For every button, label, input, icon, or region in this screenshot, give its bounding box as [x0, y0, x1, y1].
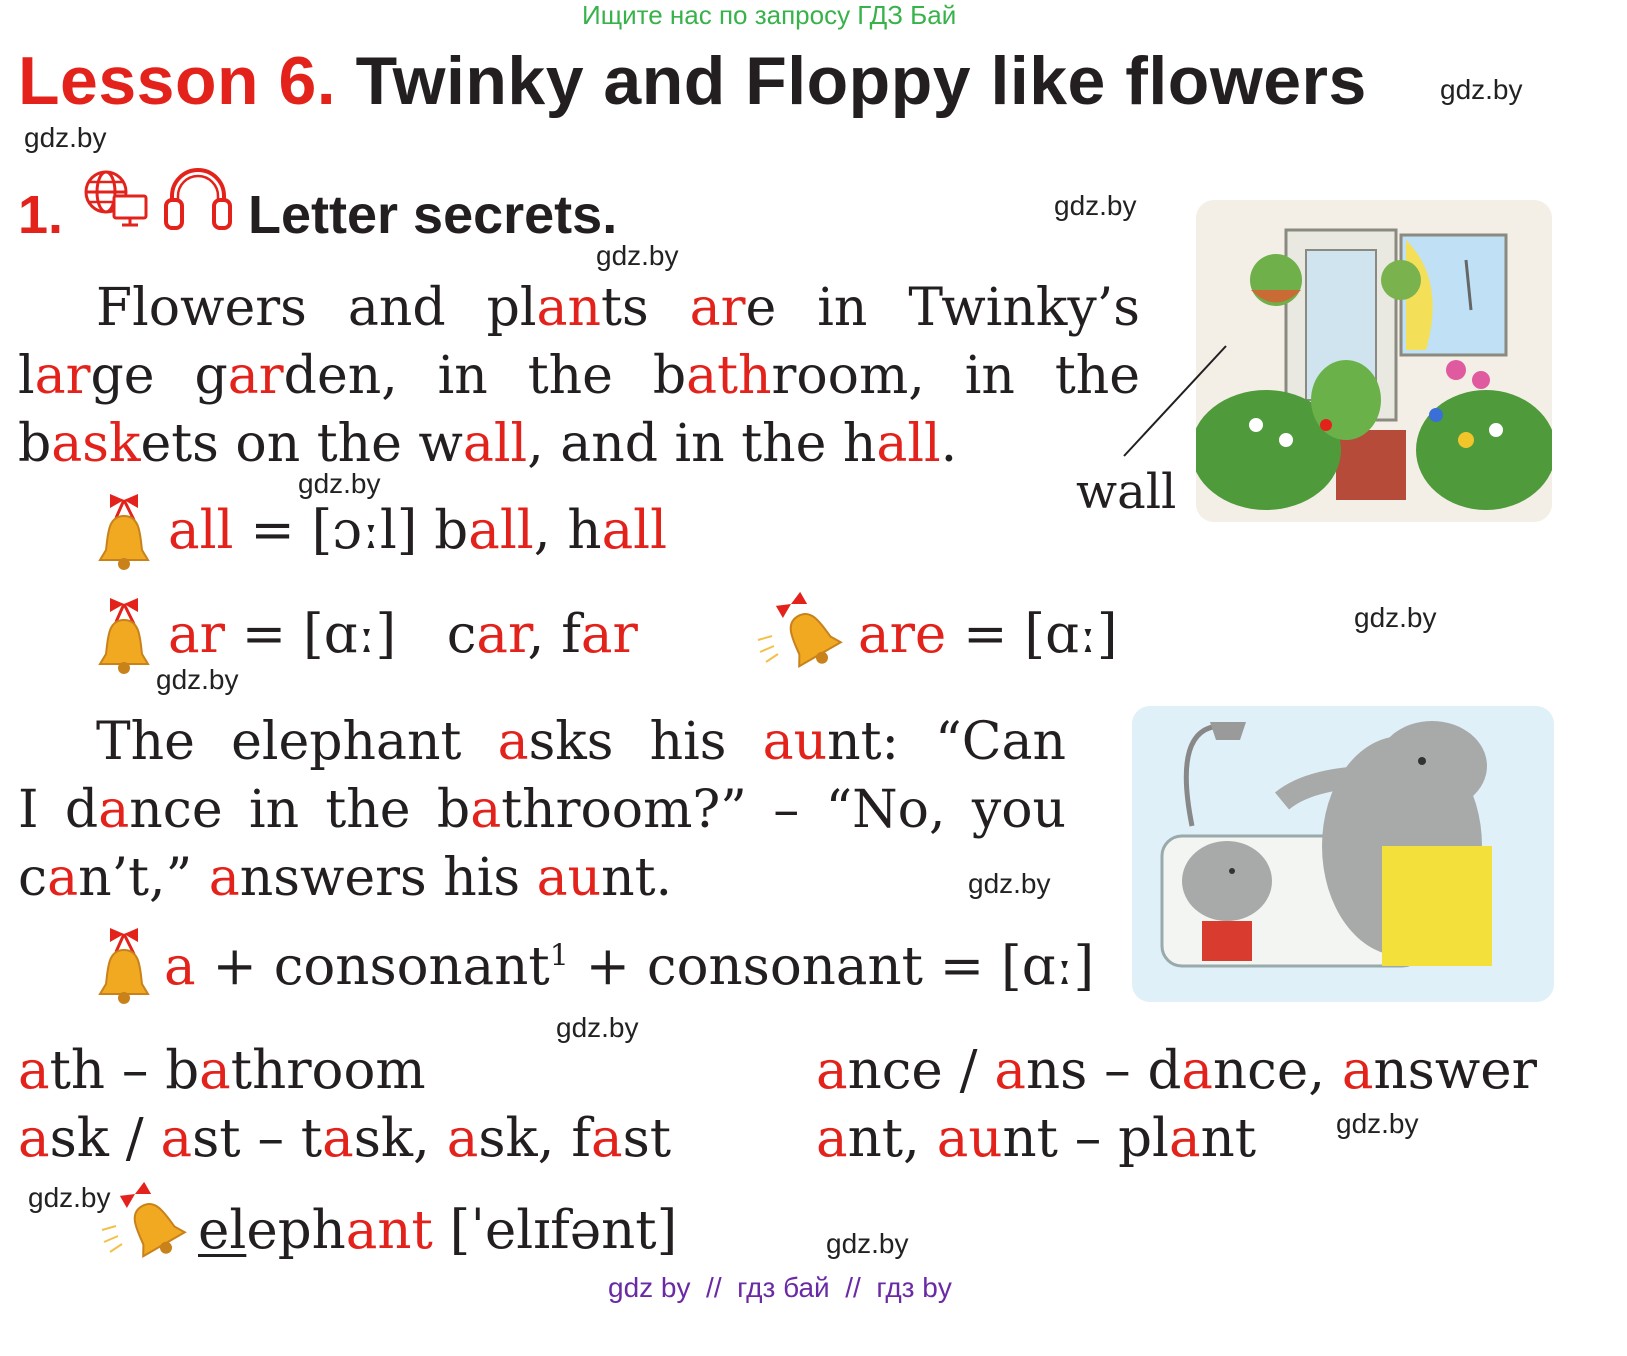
paragraph1-line3: baskets on the wall, and in the hall. — [18, 414, 958, 474]
ringing-bell-icon — [756, 590, 848, 670]
lesson-number: Lesson 6. — [18, 43, 337, 119]
watermark: gdz.by — [596, 240, 679, 271]
word-list-ath: ath – bathroom — [18, 1040, 426, 1101]
bell-icon — [94, 928, 154, 1008]
word-list-ance: ance / ans – dance, answer — [816, 1040, 1537, 1101]
word-list-ask: ask / ast – task, ask, fast — [18, 1108, 672, 1169]
headphones-icon — [162, 162, 234, 230]
word: plants — [486, 278, 649, 338]
word: in — [817, 278, 868, 338]
watermark: gdz.by — [24, 122, 107, 153]
wall-label: wall — [1076, 464, 1177, 520]
rule-all: all = [ɔːl] ball, hall — [168, 500, 668, 561]
elephant-transcription: elephant [ˈelɪfənt] — [198, 1200, 678, 1261]
rule-a-consonant: a + consonant$^1$ + consonant = [ɑː] — [164, 936, 1095, 997]
watermark: gdz.by — [156, 664, 239, 695]
word-list-ant: ant, aunt – plant — [816, 1108, 1257, 1169]
watermark: gdz.by — [28, 1182, 111, 1213]
watermark: gdz.by — [1336, 1108, 1419, 1139]
exercise-title: Letter secrets. — [248, 185, 618, 245]
lesson-title-text: Twinky and Floppy like flowers — [355, 43, 1367, 119]
watermark: gdz.by — [1354, 602, 1437, 633]
word: Twinky’s — [908, 278, 1140, 338]
computer-globe-icon — [80, 168, 150, 230]
elephants-illustration — [1132, 706, 1554, 1002]
exercise-number: 1. — [18, 185, 64, 245]
bell-icon — [94, 598, 154, 678]
rule-ar: ar = [ɑː] car, far — [168, 604, 638, 665]
watermark: gdz.by — [1440, 74, 1523, 105]
watermark: gdz.by — [556, 1012, 639, 1043]
watermark: gdz.by — [1054, 190, 1137, 221]
word: Flowers — [96, 278, 307, 338]
paragraph2-line3: can’t,” answers his aunt. — [18, 848, 673, 908]
lesson-title — [18, 42, 1367, 120]
watermark: gdz.by — [826, 1228, 909, 1259]
word: and — [347, 278, 446, 338]
watermark: gdz.by — [968, 868, 1051, 899]
bell-icon — [94, 494, 154, 574]
ringing-bell-icon — [100, 1178, 192, 1262]
paragraph2-line1: The elephant asks his aunt: “Can — [96, 712, 1066, 772]
paragraph2-line2: I dance in the bathroom?” – “No, you — [18, 780, 1067, 840]
paragraph1-line2: large garden, in the bathroom, in the — [18, 346, 1140, 406]
footer-watermark: gdz by // гдз бай // гдз by — [608, 1272, 952, 1303]
search-hint: Ищите нас по запросу ГДЗ Бай — [582, 0, 957, 30]
garden-illustration — [1196, 200, 1552, 522]
wall-pointer-line — [1120, 340, 1230, 460]
rule-are: are = [ɑː] — [858, 604, 1118, 665]
watermark: gdz.by — [298, 468, 381, 499]
paragraph1-line1 — [96, 272, 1140, 344]
word: are — [689, 278, 777, 338]
